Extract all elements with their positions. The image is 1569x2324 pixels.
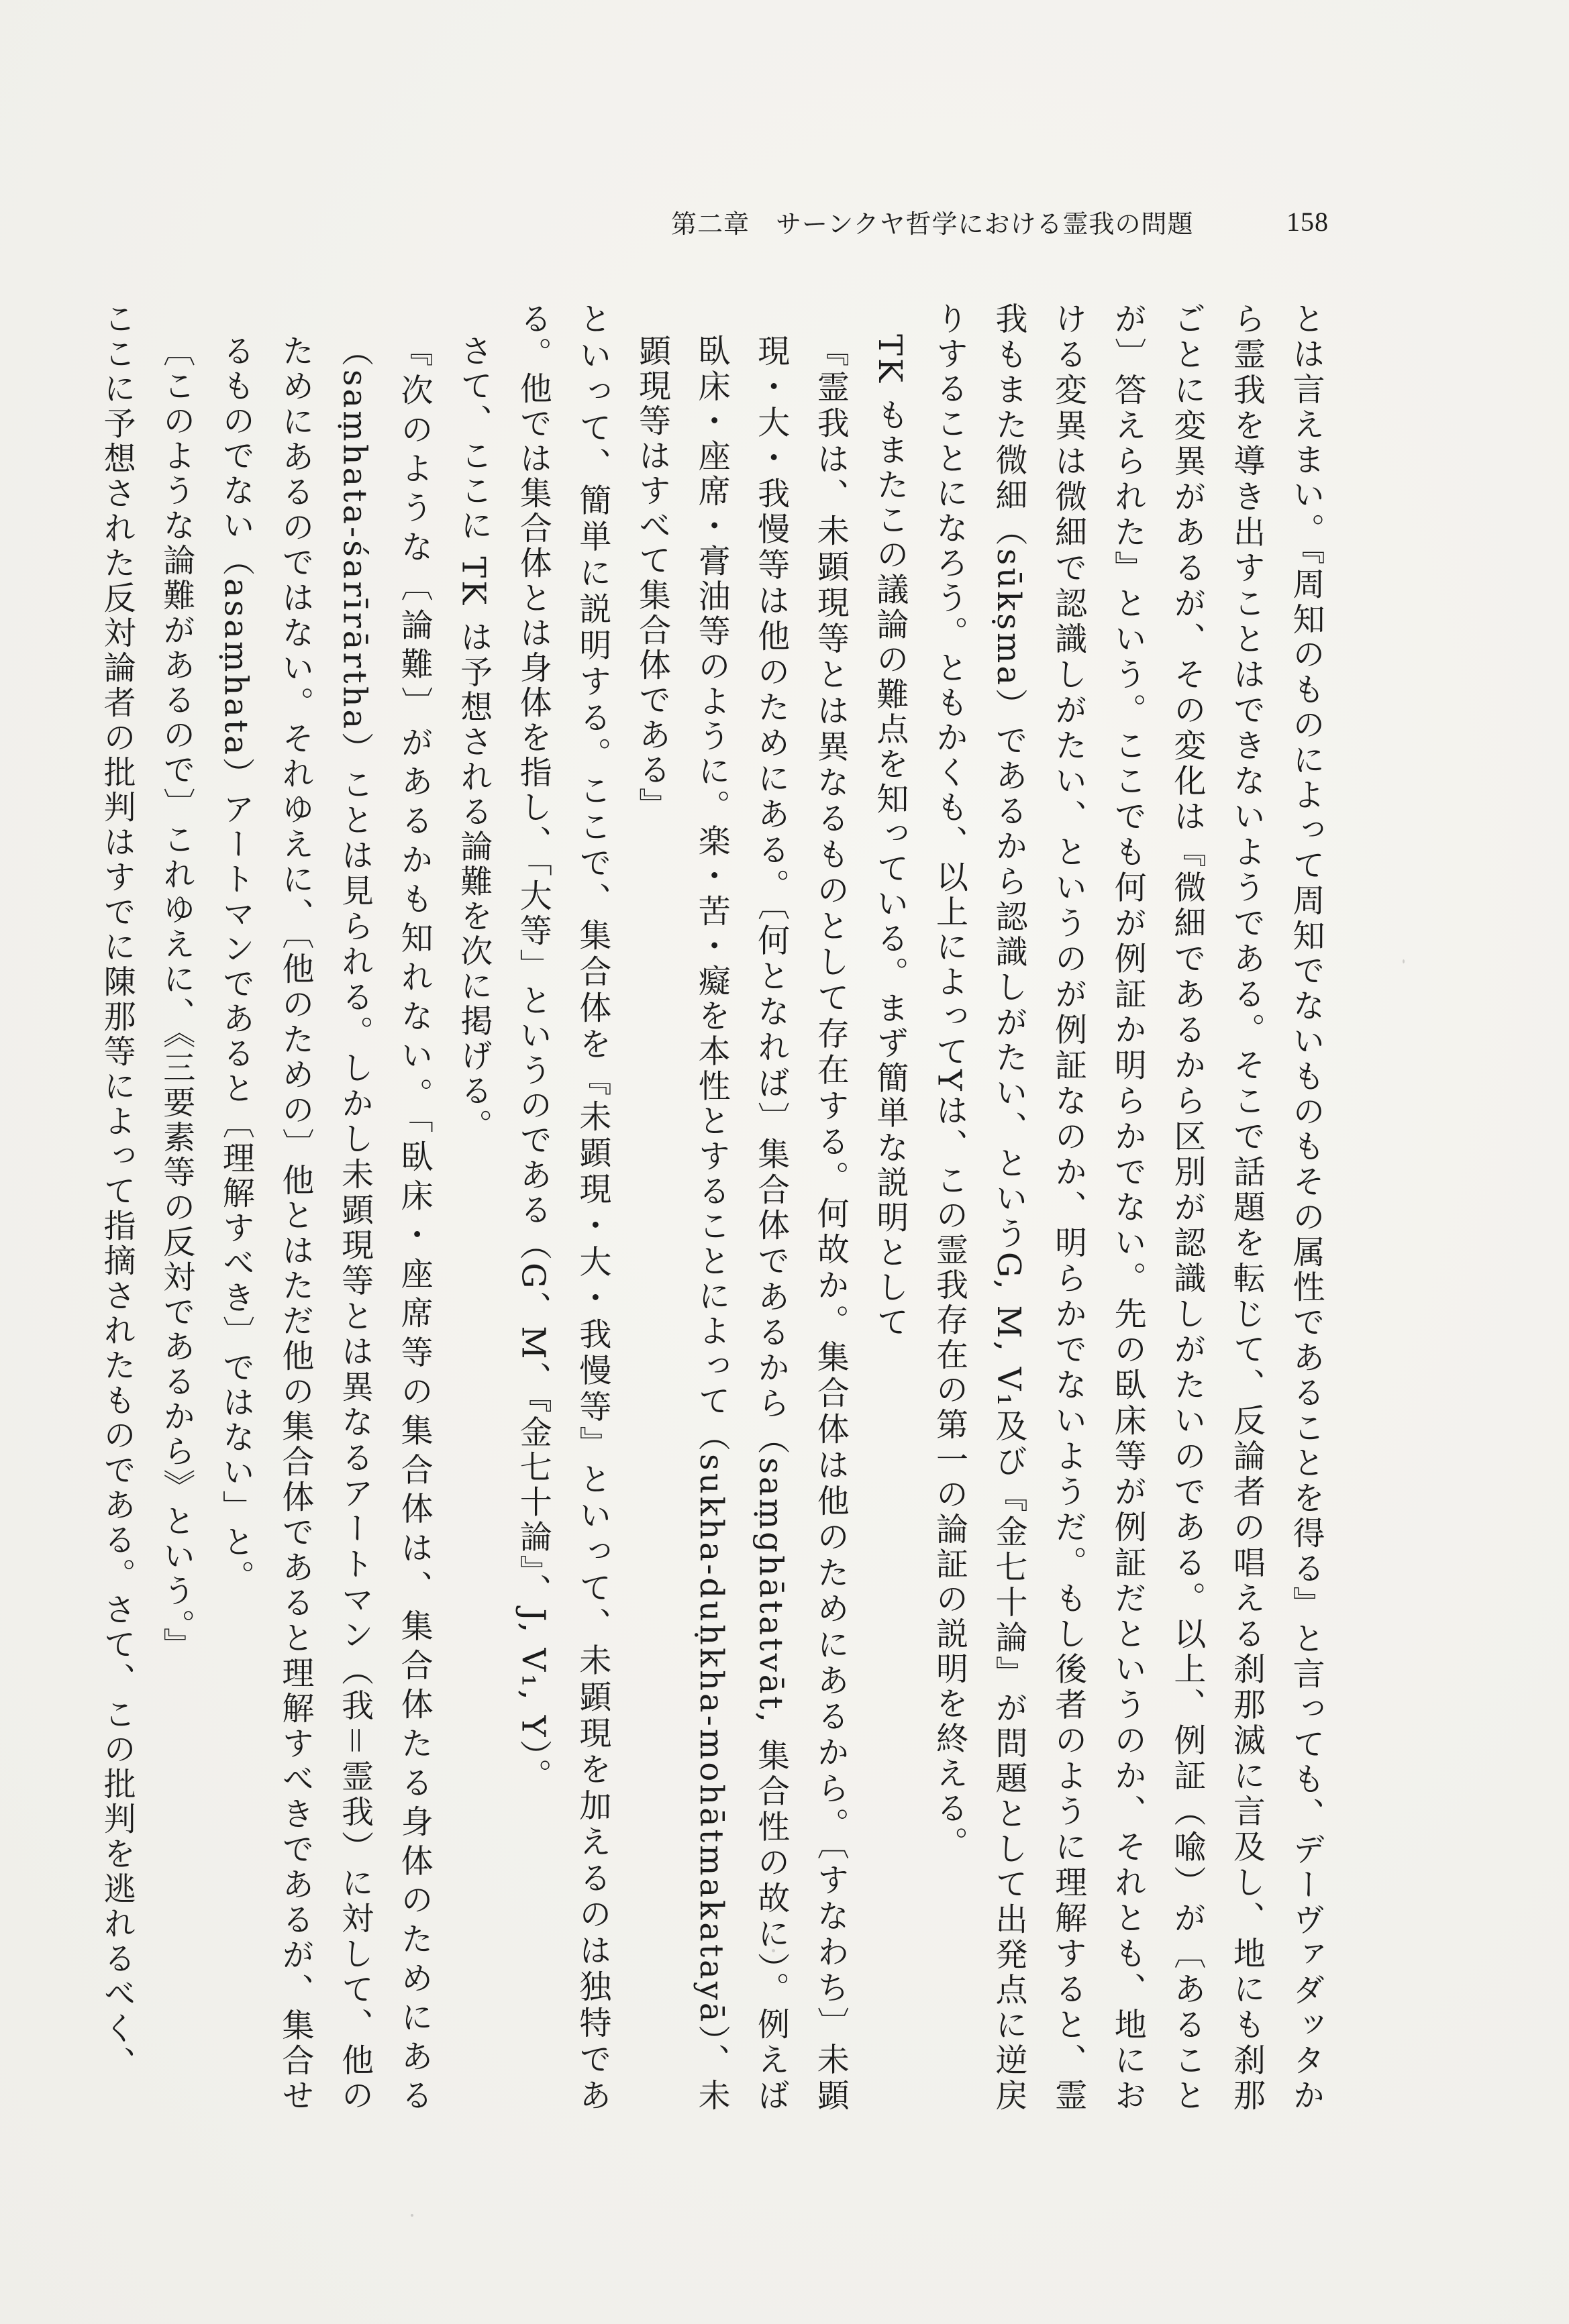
paper-speck <box>772 1949 775 1952</box>
paragraph: TK もまたこの議論の難点を知っている。まず簡単な説明として <box>870 334 909 1340</box>
paper-speck <box>1403 959 1405 963</box>
paragraph: といって、簡単に説明する。ここで、集合体を『未顕現・大・我慢等』といって、未顕現を加えるのは独特である。他では集合体とは身体を指し、「大等」というのである（G、M、『金七十論』、J, V₁, Y）。 <box>514 302 611 2113</box>
paragraph: ここに予想された反対論者の批判はすでに陳那等によって指摘されたものである。さて、この批判を逃れるべく、 <box>98 302 136 2081</box>
paper-speck <box>411 2214 413 2217</box>
running-header <box>671 201 1329 242</box>
vertical-text-body <box>98 302 1335 2114</box>
paragraph: とは言えまい。『周知のものによって周知でないものもその属性であることを得る』と言っても、デーヴァダッタから霊我を導き出すことはできないようである。そこで話題を転じて、反論者の唱える刹那滅に言及し、地にも刹那ごとに変異があるが、その変化は『微細であるから区別が認識しがたいのである。以上、例証（喩）が〔あることが〕答えられた』という。ここでも何が例証か明らかでない。先の臥床等が例証だというのか、それとも、地における変異は微細で認識しがたい、というのが例証なのか、明らかでないようだ。もし後者のように理解すると、霊我もまた微細（sūkṣma）であるから認識しがたい、というG, M, V₁及び『金七十論』が問題として出発点に逆戻りすることになろう。ともかくも、以上によってYは、この霊我存在の第一の論証の説明を終える。 <box>930 302 1325 2113</box>
quoted-paragraph: 『霊我は、未顕現等とは異なるものとして存在する。何故か。集合体は他のためにあるから。〔すなわち〕未顕現・大・我慢等は他のためにある。〔何となれば〕集合体であるから（saṃghātatvāt, 集合性の故に）。例えば臥床・座席・膏油等のように。楽・苦・癡を本性とすることによって（sukha-duḥkha-mohātmakatayā）、未顕現等はすべて集合体である』 <box>633 334 850 2114</box>
quoted-paragraph: 〔このような論難があるので〕これゆえに、《三要素等の反対であるから》という。』 <box>157 334 195 1662</box>
chapter-title: 第二章 サーンクヤ哲学における霊我の問題 <box>671 209 1194 239</box>
page-number: 158 <box>1286 206 1329 237</box>
quoted-paragraph: 『次のような〔論難〕があるかも知れない。「臥床・座席等の集合体は、集合体たる身体のためにある（saṃhata-śarīrārtha）ことは見られる。しかし未顕現等とは異なるアートマン（我＝霊我）に対して、他のためにあるのではない。それゆえに、〔他のための〕他とはただ他の集合体であると理解すべきであるが、集合せるものでない（asaṃhata）アートマンであると〔理解すべき〕ではない」と。 <box>217 334 434 2114</box>
paragraph: さて、ここに TK は予想される論難を次に掲げる。 <box>454 334 493 1144</box>
